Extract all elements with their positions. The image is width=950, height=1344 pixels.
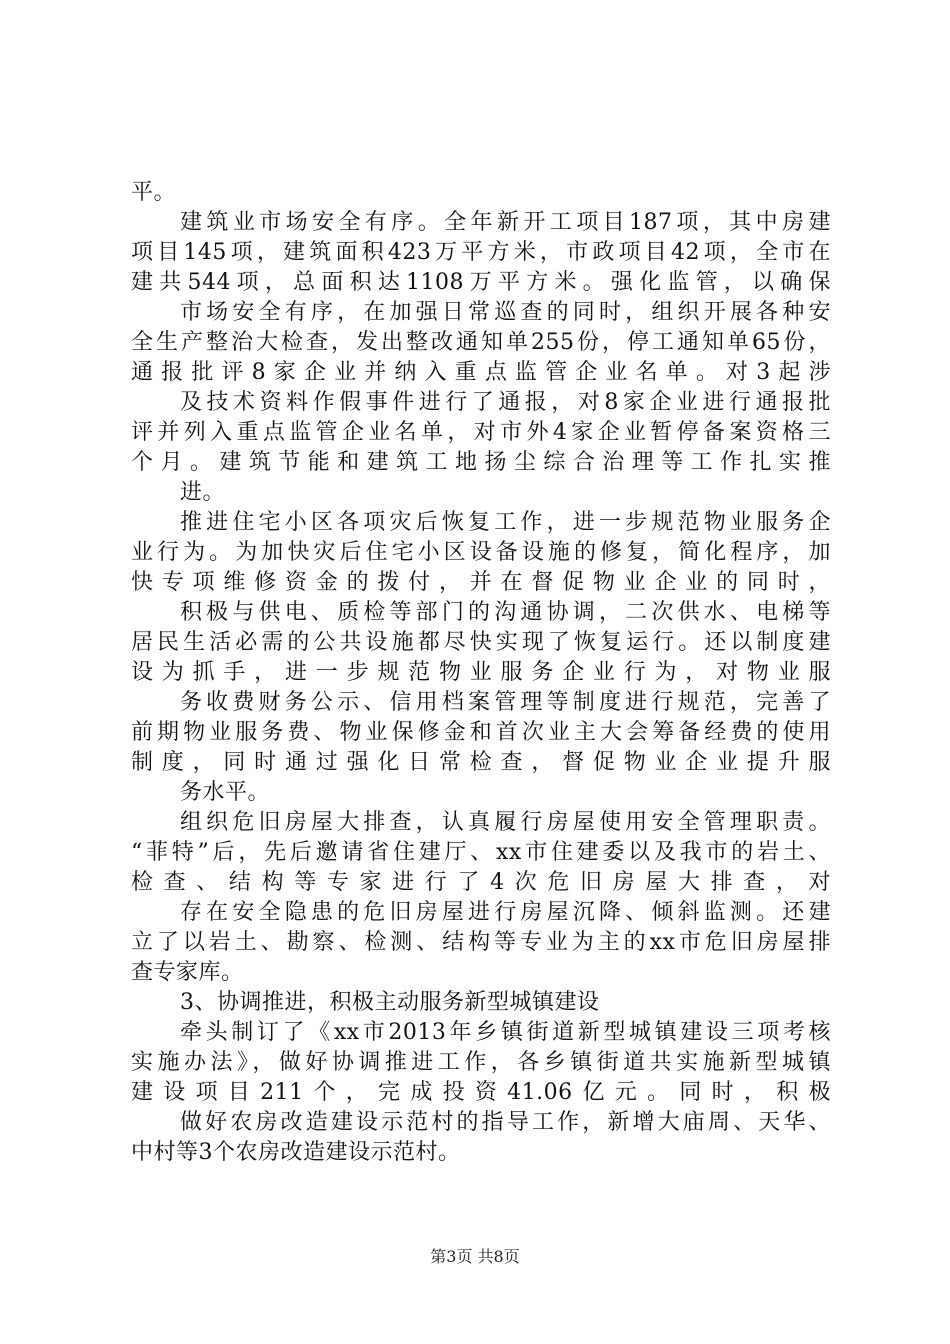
text-line: 市场安全有序，在加强日常巡查的同时，组织开展各种安	[180, 300, 831, 325]
text-line: 做好农房改造建设示范村的指导工作，新增大庙周、天华、	[180, 1110, 831, 1135]
text-line: 牵头制订了《xx市2013年乡镇街道新型城镇建设三项考核	[180, 1020, 831, 1045]
text-line: 推进住宅小区各项灾后恢复工作，进一步规范物业服务企	[180, 510, 831, 535]
text-line: 中村等3个农房改造建设示范村。	[131, 1140, 461, 1165]
text-line: 评并列入重点监管企业名单，对市外4家企业暂停备案资格三	[131, 420, 831, 445]
text-line: 组织危旧房屋大排查，认真履行房屋使用安全管理职责。	[180, 810, 831, 835]
text-line: 设为抓手，进一步规范物业服务企业行为，对物业服	[131, 660, 831, 685]
text-line: 积极与供电、质检等部门的沟通协调，二次供水、电梯等	[180, 600, 831, 625]
text-line: “菲特”后，先后邀请省住建厅、xx市住建委以及我市的岩土、	[131, 840, 831, 865]
text-line: 业行为。为加快灾后住宅小区设备设施的修复，简化程序，加	[131, 540, 831, 565]
text-line: 居民生活必需的公共设施都尽快实现了恢复运行。还以制度建	[131, 630, 831, 655]
text-line: 查专家库。	[131, 960, 244, 985]
text-line: 建共544项，总面积达1108万平方米。强化监管，以确保	[131, 270, 831, 295]
text-line: 实施办法》，做好协调推进工作，各乡镇街道共实施新型城镇	[131, 1050, 831, 1075]
section-heading: 3、协调推进，积极主动服务新型城镇建设	[180, 990, 600, 1015]
page-number: 第3页 共8页	[430, 1247, 520, 1266]
text-line: 存在安全隐患的危旧房屋进行房屋沉降、倾斜监测。还建	[180, 900, 831, 925]
text-line: 务水平。	[180, 780, 271, 805]
text-line: 快专项维修资金的拨付，并在督促物业企业的同时，	[131, 570, 831, 595]
text-line: 建筑业市场安全有序。全年新开工项目187项，其中房建	[180, 210, 831, 235]
text-line: 制度，同时通过强化日常检查，督促物业企业提升服	[131, 750, 831, 775]
text-line: 建设项目211个，完成投资41.06亿元。同时，积极	[131, 1080, 831, 1105]
text-line: 个月。建筑节能和建筑工地扬尘综合治理等工作扎实推	[131, 450, 831, 475]
text-line: 全生产整治大检查，发出整改通知单255份，停工通知单65份，	[131, 330, 831, 355]
text-line: 项目145项，建筑面积423万平方米，市政项目42项，全市在	[131, 240, 831, 265]
text-line: 务收费财务公示、信用档案管理等制度进行规范，完善了	[180, 690, 831, 715]
text-line: 平。	[131, 180, 177, 205]
text-line: 进。	[180, 480, 226, 505]
text-line: 通报批评8家企业并纳入重点监管企业名单。对3起涉	[131, 360, 831, 385]
text-line: 检查、结构等专家进行了4次危旧房屋大排查，对	[131, 870, 831, 895]
text-line: 立了以岩土、勘察、检测、结构等专业为主的xx市危旧房屋排	[131, 930, 831, 955]
text-line: 前期物业服务费、物业保修金和首次业主大会筹备经费的使用	[131, 720, 831, 745]
text-line: 及技术资料作假事件进行了通报，对8家企业进行通报批	[180, 390, 831, 415]
